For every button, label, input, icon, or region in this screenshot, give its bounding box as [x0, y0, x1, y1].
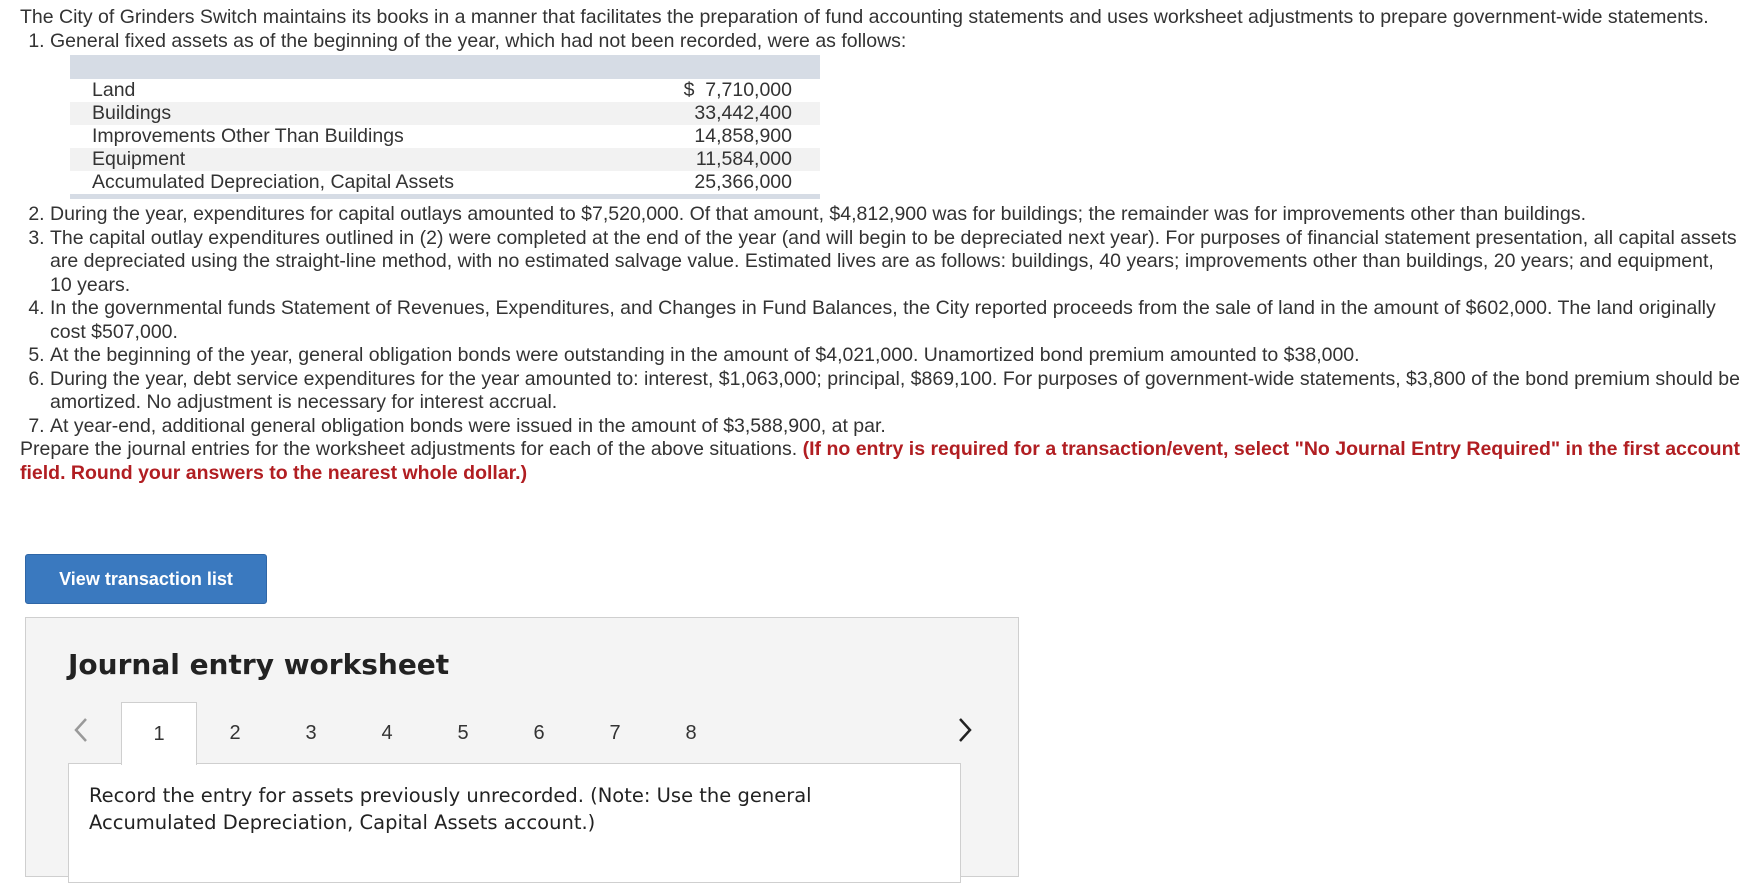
tab-6[interactable]: 6	[533, 721, 545, 744]
entry-panel	[68, 763, 961, 883]
situation-item	[50, 30, 1740, 200]
tab-8[interactable]: 8	[685, 721, 697, 744]
assets-table-header	[70, 55, 820, 79]
table-row	[70, 171, 820, 194]
worksheet-title: Journal entry worksheet	[68, 648, 450, 681]
journal-entry-worksheet	[25, 617, 1019, 877]
instruction	[20, 438, 1740, 485]
instruction-emphasis: (If no entry is required for a transaction/event, select "No Journal Entry Required" in the first account field. Round your answers to the nearest whole dollar.)	[20, 438, 1740, 484]
tab-7[interactable]: 7	[609, 721, 621, 744]
asset-name: Buildings	[70, 102, 601, 125]
situation-item: 7. At year-end, additional general obligation bonds were issued in the amount of $3,588,900, at par.	[50, 415, 1740, 439]
problem-intro: The City of Grinders Switch maintains its books in a manner that facilitates the preparation of fund accounting statements and uses worksheet adjustments to prepare government-wide statements.	[20, 6, 1709, 28]
tab-3[interactable]: 3	[305, 721, 317, 744]
asset-name: Improvements Other Than Buildings	[92, 125, 404, 147]
asset-amount: 33,442,400	[601, 102, 820, 125]
chevron-right-icon[interactable]	[950, 710, 980, 750]
assets-table-footer	[70, 194, 820, 199]
table-row	[70, 148, 820, 171]
problem-text	[20, 6, 1740, 485]
tab-5[interactable]: 5	[457, 721, 469, 744]
asset-name: Accumulated Depreciation, Capital Assets	[92, 171, 455, 193]
tab-4[interactable]: 4	[381, 721, 393, 744]
situation-item: 3. The capital outlay expenditures outlined in (2) were completed at the end of the year (and will begin to be depreciated next year). For purposes of financial statement presentation, all capital assets are depreciated using the straight-line method, with no estimated salvage value. Estimated lives are as follows: buildings, 40 years; improvements other than buildings, 20 years; and equipment, 10 years.	[50, 227, 1740, 298]
asset-amount: 25,366,000	[694, 171, 792, 193]
assets-table	[70, 55, 820, 199]
situation-item: 6. During the year, debt service expenditures for the year amounted to: interest, $1,063,000; principal, $869,100. For purposes of government-wide statements, $3,800 of the bond premium should be amortized. No adjustment is necessary for interest accrual.	[50, 368, 1740, 415]
asset-amount: $ 7,710,000	[683, 79, 792, 101]
tab-2[interactable]: 2	[229, 721, 241, 744]
record-instruction: Record the entry for assets previously unrecorded. (Note: Use the general Accumulated Depreciation, Capital Assets account.)	[89, 784, 812, 834]
table-row	[70, 102, 820, 125]
situation-list	[20, 30, 1740, 439]
asset-name: Land	[92, 79, 136, 101]
asset-amount: 11,584,000	[601, 148, 820, 171]
tab-1[interactable]: 1	[121, 702, 197, 765]
table-row	[70, 125, 820, 148]
situation-item: 4. In the governmental funds Statement of Revenues, Expenditures, and Changes in Fund Balances, the City reported proceeds from the sale of land in the amount of $602,000. The land originally cost $507,000.	[50, 297, 1740, 344]
instruction-text: Prepare the journal entries for the worksheet adjustments for each of the above situations.	[20, 438, 798, 460]
asset-amount: 14,858,900	[694, 125, 792, 147]
situation-text: General fixed assets as of the beginning of the year, which had not been recorded, were as follows:	[50, 29, 907, 52]
chevron-left-icon[interactable]	[66, 710, 96, 750]
table-row	[70, 79, 820, 102]
situation-item: 2. During the year, expenditures for capital outlays amounted to $7,520,000. Of that amount, $4,812,900 was for buildings; the remainder was for improvements other than buildings.	[50, 203, 1740, 227]
asset-name: Equipment	[70, 148, 601, 171]
entry-tabs	[121, 702, 729, 764]
view-transaction-list-button[interactable]: View transaction list	[25, 554, 267, 604]
situation-item: 5. At the beginning of the year, general obligation bonds were outstanding in the amount of $4,021,000. Unamortized bond premium amounted to $38,000.	[50, 344, 1740, 368]
